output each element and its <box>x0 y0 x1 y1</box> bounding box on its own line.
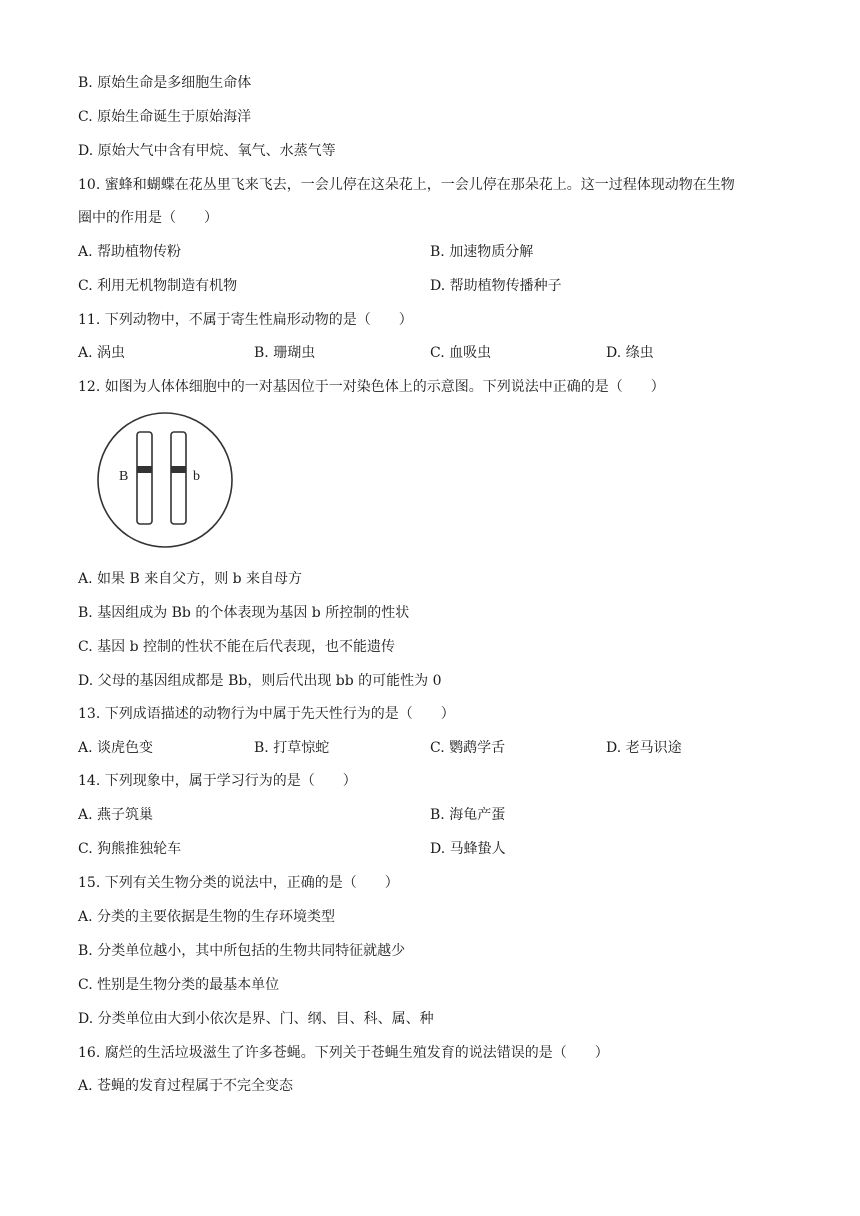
q9-option-b: B. 原始生命是多细胞生命体 <box>78 75 252 91</box>
q14-option-d: D. 马蜂蛰人 <box>430 841 506 857</box>
q12-option-d: D. 父母的基因组成都是 Bb，则后代出现 bb 的可能性为 0 <box>78 673 442 689</box>
q13-option-a: A. 谈虎色变 <box>78 740 154 756</box>
q13-option-d: D. 老马识途 <box>606 740 682 756</box>
q13-option-c: C. 鹦鹉学舌 <box>430 740 506 756</box>
q13-stem: 13. 下列成语描述的动物行为中属于先天性行为的是（ ） <box>78 706 455 722</box>
q11-option-d: D. 绦虫 <box>606 345 654 361</box>
chromosome-diagram <box>95 410 235 550</box>
q10-stem-line1: 10. 蜜蜂和蝴蝶在花丛里飞来飞去，一会儿停在这朵花上，一会儿停在那朵花上。这一过程体现动物在生物 <box>78 177 735 193</box>
q15-option-a: A. 分类的主要依据是生物的生存环境类型 <box>78 909 336 925</box>
gene-band-right <box>171 466 186 473</box>
gene-label-recessive: b <box>193 469 200 484</box>
gene-label-dominant: B <box>119 469 129 484</box>
q10-option-a: A. 帮助植物传粉 <box>78 244 182 260</box>
q11-option-b: B. 珊瑚虫 <box>254 345 316 361</box>
q12-stem: 12. 如图为人体体细胞中的一对基因位于一对染色体上的示意图。下列说法中正确的是（ ） <box>78 379 665 395</box>
q11-option-c: C. 血吸虫 <box>430 345 492 361</box>
q14-option-a: A. 燕子筑巢 <box>78 807 154 823</box>
q15-stem: 15. 下列有关生物分类的说法中，正确的是（ ） <box>78 875 399 891</box>
q12-option-c: C. 基因 b 控制的性状不能在后代表现，也不能遗传 <box>78 639 395 655</box>
q9-option-c: C. 原始生命诞生于原始海洋 <box>78 109 252 125</box>
q9-option-d: D. 原始大气中含有甲烷、氧气、水蒸气等 <box>78 143 336 159</box>
q14-stem: 14. 下列现象中，属于学习行为的是（ ） <box>78 773 357 789</box>
q11-stem: 11. 下列动物中，不属于寄生性扁形动物的是（ ） <box>78 312 413 328</box>
q12-option-a: A. 如果 B 来自父方，则 b 来自母方 <box>78 571 303 587</box>
q15-option-c: C. 性别是生物分类的最基本单位 <box>78 977 280 993</box>
q15-option-d: D. 分类单位由大到小依次是界、门、纲、目、科、属、种 <box>78 1011 434 1027</box>
q14-option-b: B. 海龟产蛋 <box>430 807 506 823</box>
q11-option-a: A. 涡虫 <box>78 345 126 361</box>
q10-stem-line2: 圈中的作用是（ ） <box>78 210 218 226</box>
q14-option-c: C. 狗熊推独轮车 <box>78 841 182 857</box>
chromosome-right <box>171 432 186 524</box>
q10-option-b: B. 加速物质分解 <box>430 244 534 260</box>
q10-option-d: D. 帮助植物传播种子 <box>430 278 562 294</box>
q15-option-b: B. 分类单位越小，其中所包括的生物共同特征就越少 <box>78 943 406 959</box>
q10-option-c: C. 利用无机物制造有机物 <box>78 278 238 294</box>
gene-band-left <box>137 466 152 473</box>
q13-option-b: B. 打草惊蛇 <box>254 740 330 756</box>
q12-option-b: B. 基因组成为 Bb 的个体表现为基因 b 所控制的性状 <box>78 605 410 621</box>
chromosome-left <box>137 432 152 524</box>
q16-stem: 16. 腐烂的生活垃圾滋生了许多苍蝇。下列关于苍蝇生殖发育的说法错误的是（ ） <box>78 1045 609 1061</box>
q16-option-a: A. 苍蝇的发育过程属于不完全变态 <box>78 1078 294 1094</box>
